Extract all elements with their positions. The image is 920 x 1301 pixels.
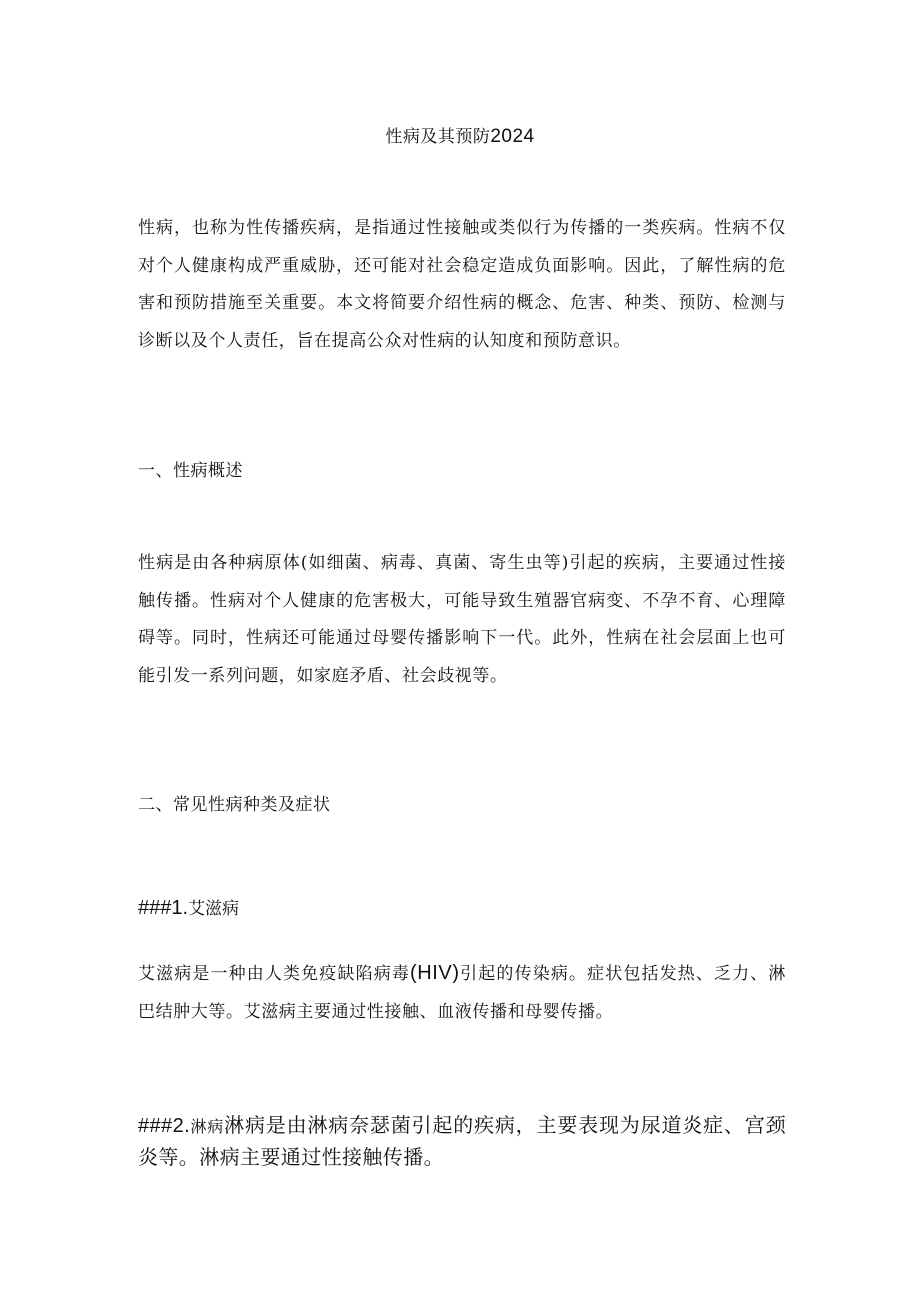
gonorrhea-text: 淋病是由淋病奈瑟菌引起的疾病，主要表现为尿道炎症、宫颈炎等。淋病主要通过性接触传播。 [138, 1113, 786, 1169]
overview-paragraph: 性病是由各种病原体(如细菌、病毒、真菌、寄生虫等)引起的疾病，主要通过性接触传播。性病对个人健康的危害极大，可能导致生殖器官病变、不孕不育、心理障碍等。同时，性病还可能通过母婴传播影响下一代。此外，性病在社会层面上也可能引发一系列问题，如家庭矛盾、社会歧视等。 [138, 553, 786, 686]
gonorrhea-label: 淋病 [190, 1117, 225, 1136]
subheading-marker: ###1. [138, 897, 189, 919]
aids-text-b: 引起的传染病。症状包括发热、乏力、淋巴结肿大等。艾滋病主要通过性接触、血液传播和母婴传播。 [138, 964, 786, 1022]
subheading-aids [138, 895, 239, 922]
section-heading-types: 二、常见性病种类及症状 [138, 795, 331, 815]
document-title [0, 124, 920, 150]
aids-paragraph [138, 955, 786, 1031]
intro-paragraph: 性病，也称为性传播疾病，是指通过性接触或类似行为传播的一类疾病。性病不仅对个人健康构成严重威胁，还可能对社会稳定造成负面影响。因此，了解性病的危害和预防措施至关重要。本文将简要介绍性病的概念、危害、种类、预防、检测与诊断以及个人责任，旨在提高公众对性病的认知度和预防意识。 [138, 218, 786, 351]
gonorrhea-paragraph [138, 1110, 786, 1172]
title-year: 2024 [490, 126, 535, 147]
aids-text-a: 艾滋病是一种由人类免疫缺陷病毒 [138, 964, 410, 984]
gonorrhea-marker: ###2. [138, 1115, 191, 1137]
subheading-label: 艾滋病 [188, 899, 240, 919]
aids-virus-abbrev: (HIV) [409, 962, 460, 984]
section-heading-overview: 一、性病概述 [138, 461, 243, 481]
title-text: 性病及其预防 [385, 127, 491, 147]
